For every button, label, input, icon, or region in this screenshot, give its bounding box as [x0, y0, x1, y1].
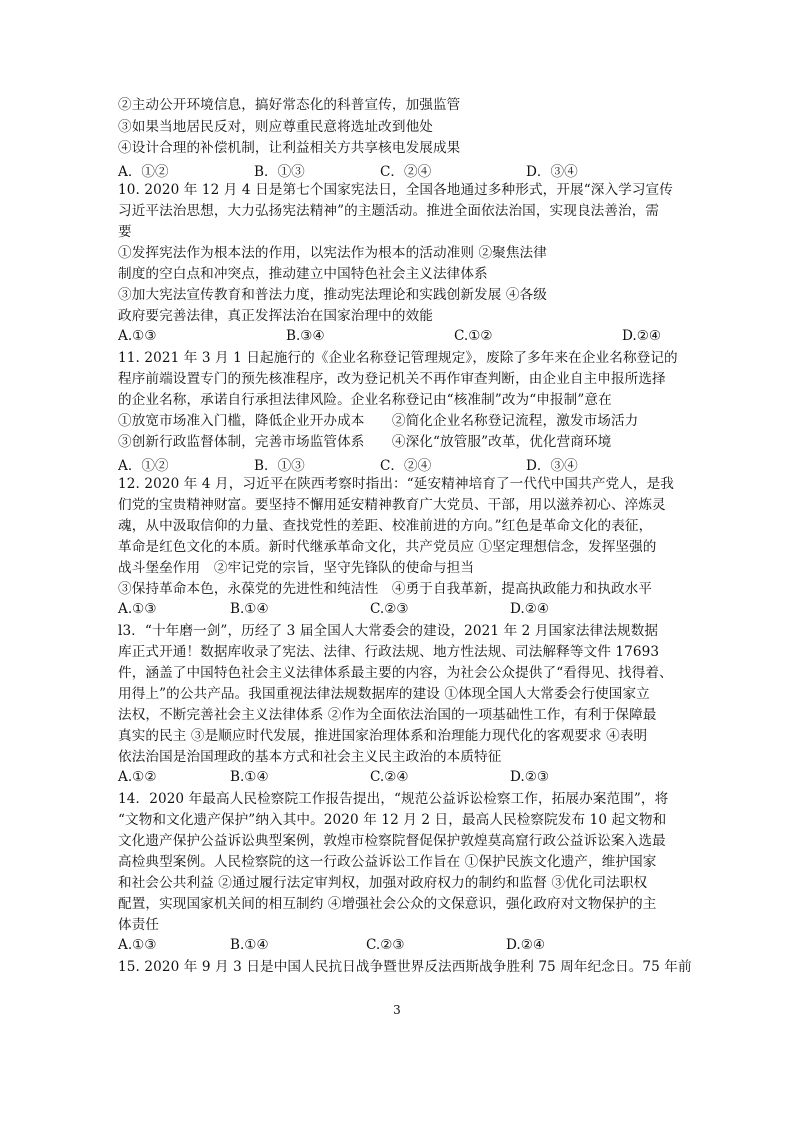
q9-options [118, 160, 698, 178]
q14-line-6: 配置，实现国家机关间的相互制约 ④增强社会公众的文保意识，强化政府对文物保护的主 [118, 896, 657, 912]
q14-option-c: C.②③ [366, 937, 405, 953]
q11-line-5: ③创新行政监督体制，完善市场监管体系 ④深化“放管服”改革，优化营商环境 [118, 434, 612, 450]
q11-option-d: D．③④ [526, 458, 578, 474]
q13-line-7: 依法治国是治国理政的基本方式和社会主义民主政治的本质特征 [118, 749, 502, 765]
q10-line-1: 10. 2020 年 12 月 4 日是第七个国家宪法日，全国各地通过多种形式，开展“深入学习宣传 [118, 182, 673, 198]
q10-line-2: 习近平法治思想，大力弘扬宪法精神”的主题活动。推进全面依法治国，实现良法善治，需 [118, 203, 660, 219]
q10-line-7: 政府要完善法律，真正发挥法治在国家治理中的效能 [118, 308, 433, 324]
q13-line-1: l3．“十年磨一剑”，历经了 3 届全国人大常委会的建设，2021 年 2 月国家法律法规数据 [118, 623, 659, 639]
q13-line-5: 法权，不断完善社会主义法律体系 ②作为全面依法治国的一项基础性工作，有利于保障最 [118, 707, 657, 723]
q14-option-a: A.①③ [118, 937, 157, 953]
q13-option-a: A.①② [118, 769, 157, 785]
q13-line-3: 件，涵盖了中国特色社会主义法律体系最主要的内容，为社会公众提供了“看得见、找得着、 [118, 665, 673, 681]
q13-option-b: B.①④ [230, 769, 269, 785]
q12-option-a: A.①③ [118, 601, 157, 617]
q10-line-6: ③加大宪法宣传教育和普法力度，推动宪法理论和实践创新发展 ④各级 [118, 287, 547, 303]
q13-option-d: D.②③ [510, 769, 550, 785]
q9-option-b: B．①③ [254, 164, 305, 180]
q12-line-2: 们党的宝贵精神财富。要坚持不懈用延安精神教育广大党员、干部，用以滋养初心、淬炼灵 [118, 497, 666, 513]
q13-line-4: 用得上”的公共产品。我国重视法律法规数据库的建设 ①体现全国人大常委会行使国家立 [118, 686, 650, 702]
q13-line-2: 库正式开通！数据库收录了宪法、法律、行政法规、地方性法规、司法解释等文件 17693 [118, 644, 660, 660]
q11-option-c: C．②④ [380, 458, 432, 474]
q14-line-1: 14．2020 年最高人民检察院工作报告提出，“规范公益诉讼检察工作，拓展办案范围”，将 [118, 791, 669, 807]
q14-options [118, 937, 698, 955]
q14-line-5: 和社会公共利益 ②通过履行法定审判权，加强对政府权力的制约和监督 ③优化司法职权 [118, 875, 648, 891]
q13-line-6: 真实的民主 ③是顺应时代发展，推进国家治理体系和治理能力现代化的客观要求 ④表明 [118, 728, 648, 744]
q9-option-d: D．③④ [526, 164, 578, 180]
q12-options [118, 601, 698, 619]
q9-item-3: ③如果当地居民反对，则应尊重民意将选址改到他处 [118, 119, 433, 135]
q10-option-a: A.①③ [118, 328, 157, 344]
q14-line-2: “文物和文化遗产保护”纳入其中。2020 年 12 月 2 日，最高人民检察院发布 10 起文物和 [118, 812, 667, 828]
q12-line-1: 12. 2020 年 4 月，习近平在陕西考察时指出：“延安精神培育了一代代中国共产党人，是我 [118, 476, 674, 492]
page-number: 3 [393, 1003, 401, 1017]
q10-line-4: ①发挥宪法作为根本法的作用，以宪法作为根本的活动准则 ②聚焦法律 [118, 245, 547, 261]
q10-option-b: B.③④ [286, 328, 325, 344]
q9-option-c: C．②④ [380, 164, 432, 180]
q12-line-6: ③保持革命本色，永葆党的先进性和纯洁性 ④勇于自我革新，提高执政能力和执政水平 [118, 581, 653, 597]
q10-option-c: C.①② [454, 328, 493, 344]
q11-options [118, 454, 698, 472]
q10-option-d: D.②④ [622, 328, 662, 344]
q12-option-d: D.②④ [510, 601, 550, 617]
q14-option-d: D.②④ [506, 937, 546, 953]
q14-option-b: B.①④ [230, 937, 269, 953]
q13-options [118, 769, 698, 787]
q11-line-3: 的企业名称，承诺自行承担法律风险。企业名称登记由“核准制”改为“申报制”意在 [118, 392, 612, 408]
q9-item-4: ④设计合理的补偿机制，让利益相关方共享核电发展成果 [118, 140, 461, 156]
q13-option-c: C.②④ [370, 769, 409, 785]
q12-line-4: 革命是红色文化的本质。新时代继承革命文化，共产党员应 ①坚定理想信念，发挥坚强的 [118, 539, 657, 555]
q12-line-5: 战斗堡垒作用 ②牢记党的宗旨，坚守先锋队的使命与担当 [118, 560, 475, 576]
q12-option-c: C.②③ [370, 601, 409, 617]
q14-line-7: 体责任 [118, 917, 160, 933]
q14-line-4: 高检典型案例。人民检察院的这一行政公益诉讼工作旨在 ①保护民族文化遗产，维护国家 [118, 854, 657, 870]
q14-line-3: 文化遗产保护公益诉讼典型案例，敦煌市检察院督促保护敦煌莫高窟行政公益诉讼案入选最 [118, 833, 666, 849]
q10-line-3: 要 [118, 224, 132, 240]
q15-line-1: 15. 2020 年 9 月 3 日是中国人民抗日战争暨世界反法西斯战争胜利 75 周年纪念日。75 年前 [118, 959, 692, 975]
q9-item-2: ②主动公开环境信息，搞好常态化的科普宣传，加强监管 [118, 97, 461, 113]
q10-options [118, 328, 698, 346]
q11-option-b: B．①③ [254, 458, 305, 474]
q11-line-4: ①放宽市场准入门槛，降低企业开办成本 ②简化企业名称登记流程，激发市场活力 [118, 413, 639, 429]
q12-option-b: B.①④ [230, 601, 269, 617]
q9-option-a: A．①② [118, 164, 169, 180]
q12-line-3: 魂，从中汲取信仰的力量、查找党性的差距、校准前进的方向。”红色是革命文化的表征， [118, 518, 653, 534]
q11-line-1: 11. 2021 年 3 月 1 日起施行的《企业名称登记管理规定》，废除了多年来在企业名称登记的 [118, 350, 678, 366]
q11-option-a: A．①② [118, 458, 169, 474]
q10-line-5: 制度的空白点和冲突点，推动建立中国特色社会主义法律体系 [118, 266, 488, 282]
q11-line-2: 程序前端设置专门的预先核准程序，改为登记机关不再作审查判断，由企业自主申报所选择 [118, 371, 666, 387]
